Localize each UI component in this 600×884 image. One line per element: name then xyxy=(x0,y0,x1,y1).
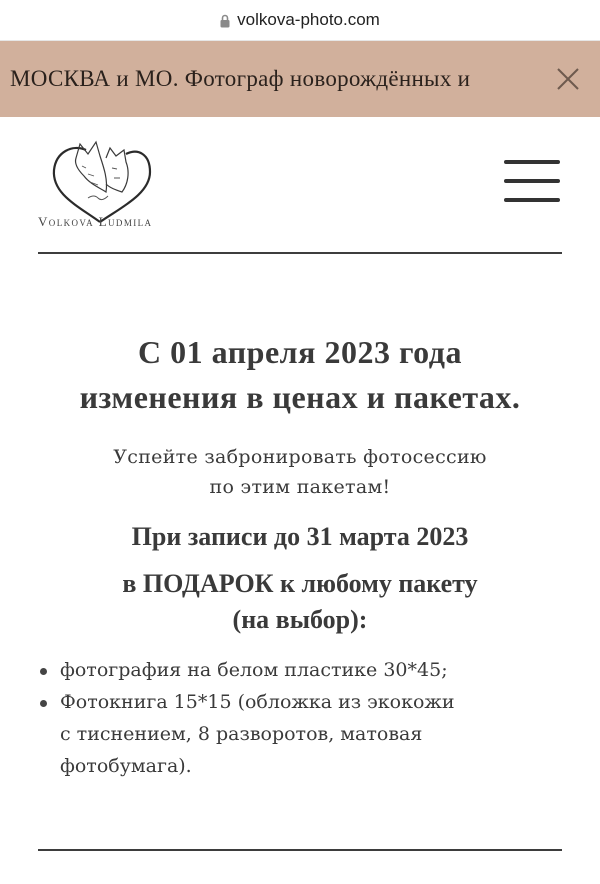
subtitle xyxy=(20,442,580,502)
close-icon[interactable] xyxy=(554,65,582,93)
announcement-banner xyxy=(0,41,600,117)
url-text: volkova-photo.com xyxy=(237,10,380,29)
hamburger-menu-icon[interactable] xyxy=(502,158,562,204)
list-item: фотография на белом пластике 30*45; xyxy=(34,654,554,686)
promo-section xyxy=(20,330,580,638)
page-title-line1: С 01 апреля 2023 года xyxy=(138,334,462,370)
site-header xyxy=(38,122,562,254)
subtitle-line1: Успейте забронировать фотосессию xyxy=(113,446,487,468)
gift-heading-line2: (на выбор): xyxy=(232,605,368,634)
header-divider xyxy=(38,252,562,254)
page-title-line2: изменения в ценах и пакетах. xyxy=(79,379,521,415)
logo-text: Volkova Ludmila xyxy=(38,214,153,229)
footer-divider xyxy=(38,849,562,851)
subtitle-line2: по этим пакетам! xyxy=(209,476,391,498)
gift-list xyxy=(34,654,554,782)
lock-icon xyxy=(220,14,230,28)
list-item: Фотокнига 15*15 (обложка из экокожи с тиснением, 8 разворотов, матовая фотобумага). xyxy=(34,686,554,782)
gift-heading xyxy=(20,566,580,638)
gift-heading-line1: в ПОДАРОК к любому пакету xyxy=(122,569,478,598)
banner-text: МОСКВА и МО. Фотограф новорождённых и xyxy=(10,66,471,91)
browser-url-bar[interactable] xyxy=(0,0,600,41)
offer-deadline: При записи до 31 марта 2023 xyxy=(131,522,469,551)
